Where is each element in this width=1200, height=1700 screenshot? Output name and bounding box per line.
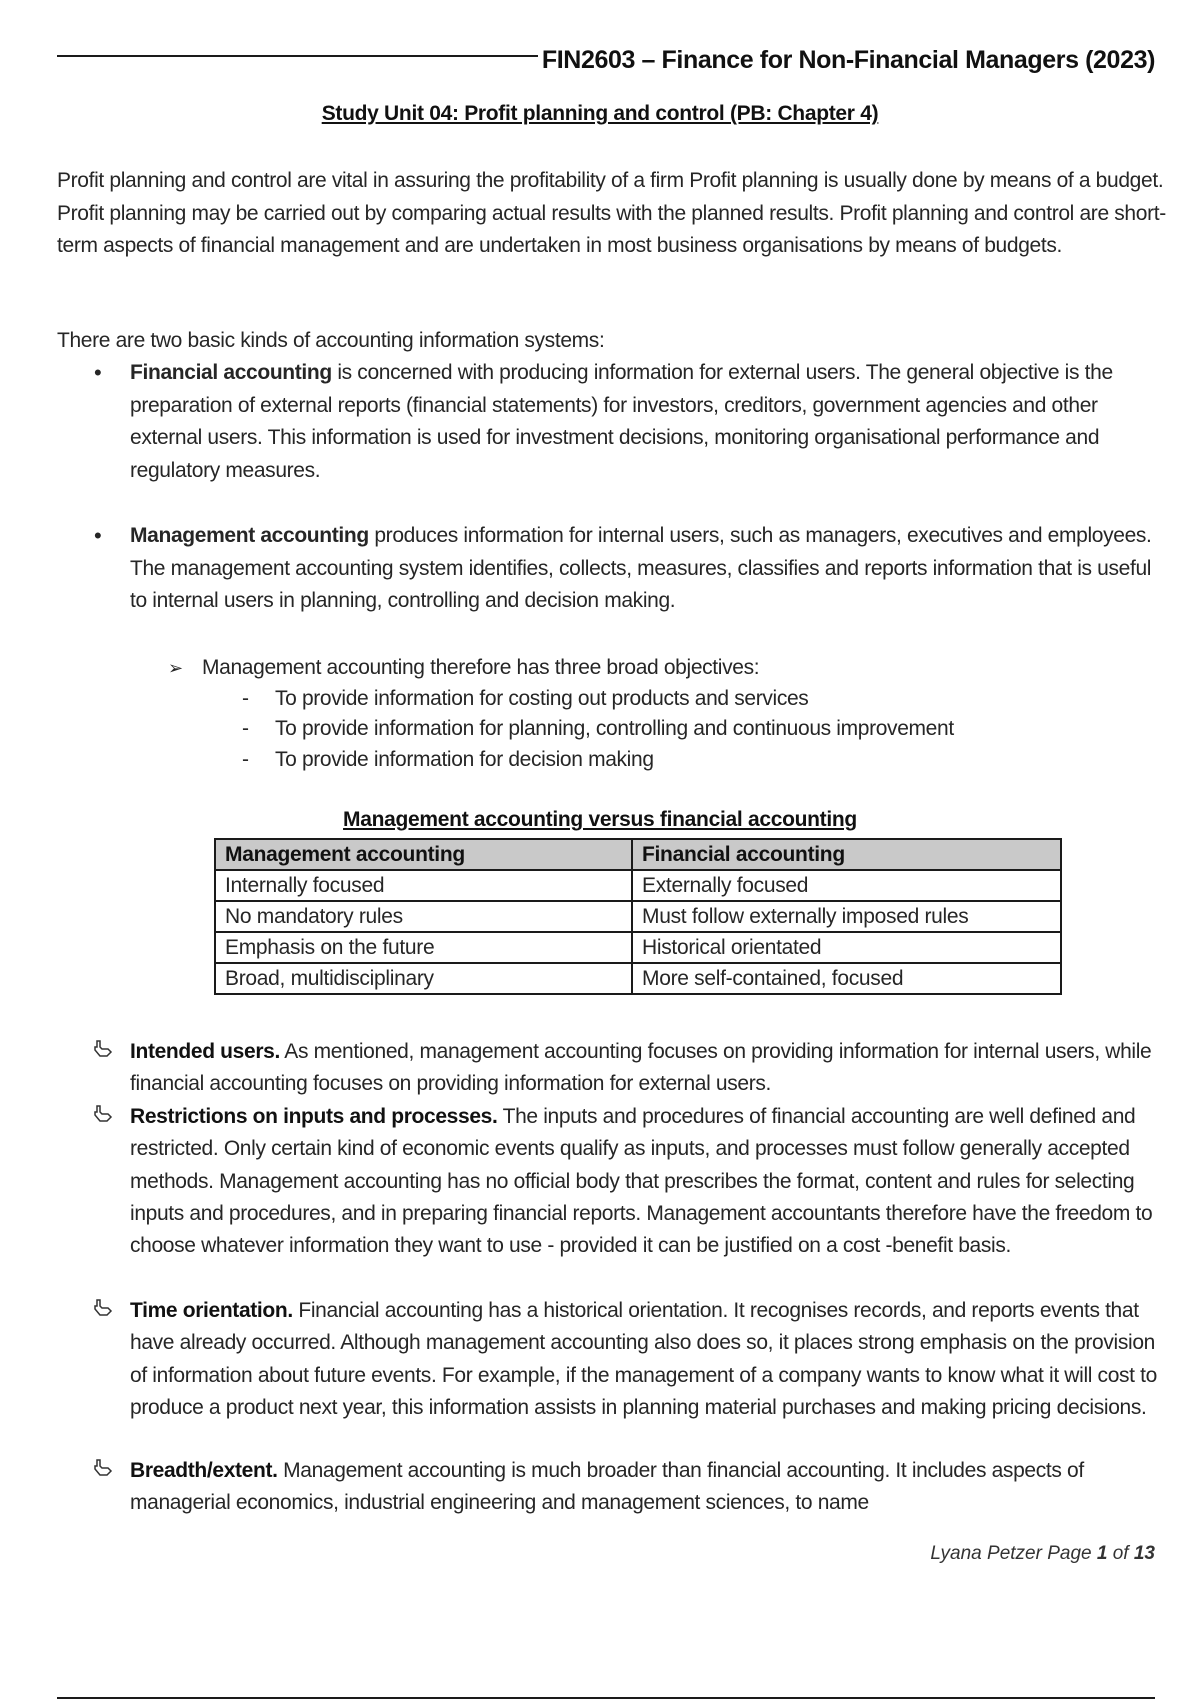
table-row [215, 870, 1061, 901]
footer-of: of [1107, 1543, 1134, 1564]
difference-text: Management accounting is much broader than financial accounting. It includes aspects of managerial economics, industrial engineering and management sciences, to name [130, 1459, 1084, 1515]
objective-item [242, 744, 654, 776]
kinds-lead: There are two basic kinds of accounting information systems: [57, 329, 605, 352]
footer-author: Lyana Petzer Page [930, 1543, 1097, 1564]
pointing-hand-icon [92, 1297, 114, 1319]
course-title: FIN2603 – Finance for Non-Financial Managers (2023) [538, 46, 1155, 75]
arrowhead-icon: ➢ [168, 658, 183, 678]
table-row [215, 901, 1061, 932]
system-term: Management accounting [130, 524, 369, 547]
difference-text: As mentioned, management accounting focuses on providing information for internal users, while financial accounting focuses on providing information for external users. [130, 1040, 1152, 1096]
objective-item [242, 713, 954, 745]
table-cell: Broad, multidisciplinary [215, 963, 632, 994]
table-cell: Internally focused [215, 870, 632, 901]
intro-paragraph: Profit planning and control are vital in assuring the profitability of a firm Profit planning is usually done by means of a budget. Profit planning may be carried out by comparing actual results with the planned results. Profit planning and control are short-term aspects of financial management and are undertaken in most business organisations by means of budgets. [57, 169, 1166, 257]
objective-text: To provide information for planning, controlling and continuous improvement [275, 717, 954, 740]
difference-term: Intended users. [130, 1040, 280, 1063]
difference-term: Restrictions on inputs and processes. [130, 1105, 498, 1128]
table-row [215, 963, 1061, 994]
unit-title: Study Unit 04: Profit planning and control (PB: Chapter 4) [321, 102, 879, 125]
objective-item [242, 683, 809, 715]
table-cell: Historical orientated [632, 932, 1061, 963]
difference-item [130, 1101, 1175, 1262]
table-header-row [215, 839, 1061, 870]
table-cell: Externally focused [632, 870, 1061, 901]
table-cell: Emphasis on the future [215, 932, 632, 963]
pointing-hand-icon [92, 1103, 114, 1125]
system-term: Financial accounting [130, 361, 332, 384]
objectives-lead [168, 652, 760, 684]
bullet-icon: • [94, 523, 102, 548]
difference-item [130, 1295, 1175, 1424]
pointing-hand-icon [92, 1038, 114, 1060]
objective-text: To provide information for decision making [275, 748, 654, 771]
objectives-lead-text: Management accounting therefore has three broad objectives: [202, 656, 760, 679]
difference-term: Breadth/extent. [130, 1459, 278, 1482]
objective-text: To provide information for costing out products and services [275, 687, 809, 710]
pointing-hand-icon [92, 1457, 114, 1479]
comparison-table [214, 838, 1062, 995]
dash-icon: - [242, 717, 249, 740]
system-item-management [94, 520, 1170, 618]
difference-item [130, 1455, 1175, 1520]
page-current: 1 [1096, 1543, 1108, 1564]
table-header: Management accounting [215, 839, 632, 870]
page-footer [930, 1543, 1155, 1565]
dash-icon: - [242, 748, 249, 771]
dash-icon: - [242, 687, 249, 710]
difference-term: Time orientation. [130, 1299, 293, 1322]
table-cell: No mandatory rules [215, 901, 632, 932]
page-total: 13 [1133, 1543, 1155, 1564]
table-cell: Must follow externally imposed rules [632, 901, 1061, 932]
difference-item [130, 1036, 1175, 1101]
table-cell: More self-contained, focused [632, 963, 1061, 994]
system-text: produces information for internal users, such as managers, executives and employees. The management accounting system identifies, collects, measures, classifies and reports information that is useful to internal users in planning, controlling and decision making. [130, 524, 1152, 612]
footer-rule [57, 1697, 1155, 1699]
table-row [215, 932, 1061, 963]
system-item-financial [94, 357, 1170, 487]
table-header: Financial accounting [632, 839, 1061, 870]
table-caption: Management accounting versus financial accounting [343, 808, 857, 831]
difference-text: The inputs and procedures of financial accounting are well defined and restricted. Only certain kind of economic events qualify as inputs, and processes must follow generally accepted methods. Management accounting has no official body that prescribes the format, content and rules for selecting inputs and procedures, and in preparing financial reports. Management accountants therefore have the freedom to choose whatever information they want to use - provided it can be justified on a cost -benefit basis. [130, 1105, 1153, 1258]
system-text: is concerned with producing information for external users. The general objective is the preparation of external reports (financial statements) for investors, creditors, government agencies and other external users. This information is used for investment decisions, monitoring organisational performance and regulatory measures. [130, 361, 1113, 482]
bullet-icon: • [94, 360, 102, 385]
difference-text: Financial accounting has a historical orientation. It recognises records, and reports events that have already occurred. Although management accounting also does so, it places strong emphasis on the provision of information about future events. For example, if the management of a company wants to know what it will cost to produce a product next year, this information assists in planning material purchases and making pricing decisions. [130, 1299, 1157, 1419]
